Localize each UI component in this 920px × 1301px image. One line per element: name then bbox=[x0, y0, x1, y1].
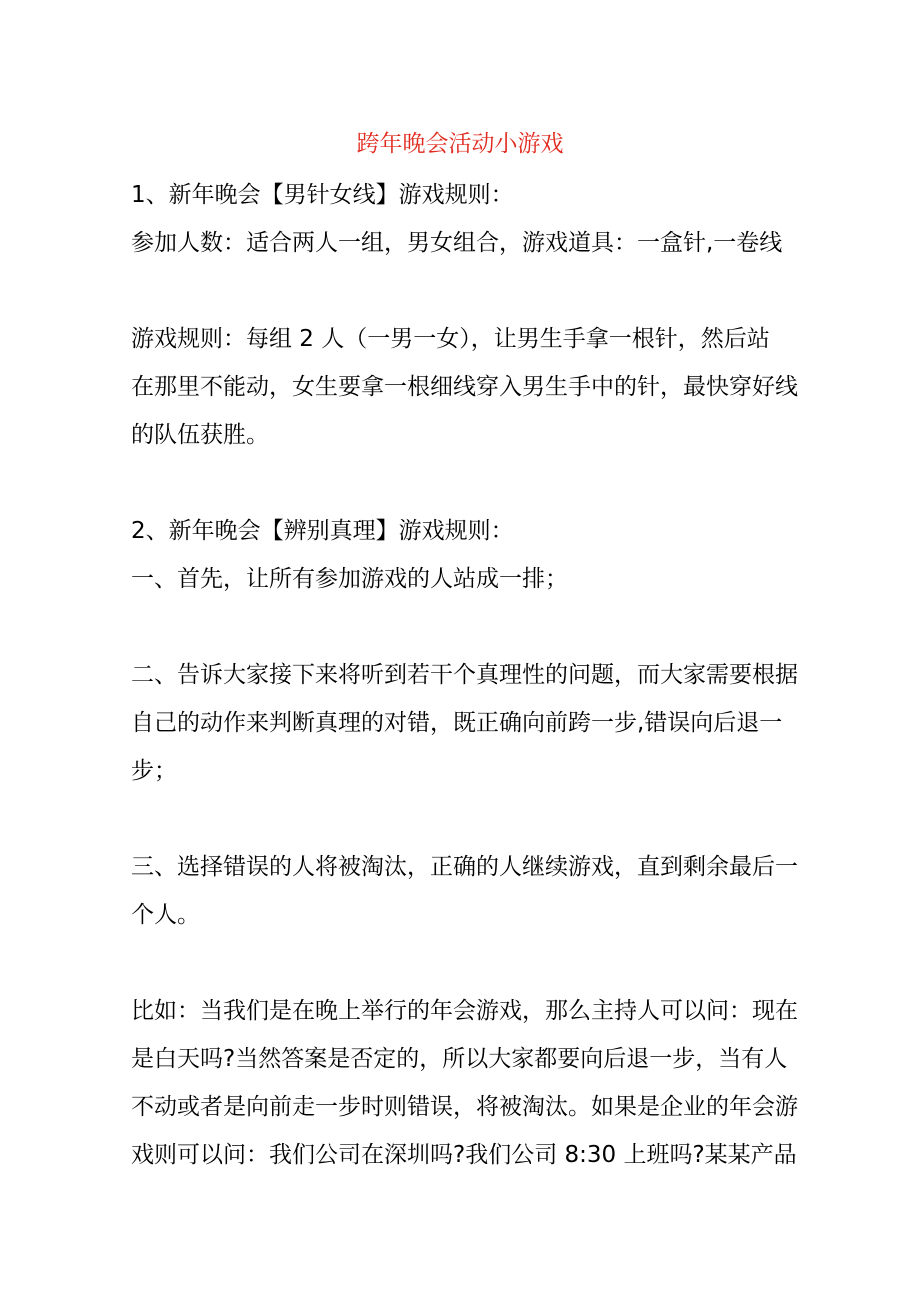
paragraph-line: 是白天吗?当然答案是否定的，所以大家都要向后退一步，当有人 bbox=[131, 1046, 788, 1072]
section-heading-2: 2、新年晚会【辨别真理】游戏规则： bbox=[131, 518, 514, 544]
document-title: 跨年晚会活动小游戏 bbox=[356, 131, 564, 157]
paragraph-line: 自己的动作来判断真理的对错，既正确向前跨一步,错误向后退一 bbox=[131, 710, 783, 736]
paragraph-line: 个人。 bbox=[131, 902, 200, 928]
paragraph-line: 不动或者是向前走一步时则错误，将被淘汰。如果是企业的年会游 bbox=[131, 1094, 798, 1120]
paragraph-line: 戏则可以问：我们公司在深圳吗?我们公司 8:30 上班吗?某某产品 bbox=[131, 1142, 797, 1168]
paragraph-line: 在那里不能动，女生要拿一根细线穿入男生手中的针，最快穿好线 bbox=[131, 374, 798, 400]
section-heading-1: 1、新年晚会【男针女线】游戏规则： bbox=[131, 182, 514, 208]
paragraph-line: 一、首先，让所有参加游戏的人站成一排； bbox=[131, 566, 568, 592]
paragraph-line: 二、告诉大家接下来将听到若干个真理性的问题，而大家需要根据 bbox=[131, 662, 798, 688]
paragraph-line: 游戏规则：每组 2 人（一男一女），让男生手拿一根针，然后站 bbox=[131, 326, 770, 352]
paragraph-line: 步； bbox=[131, 758, 177, 784]
paragraph-line: 比如：当我们是在晚上举行的年会游戏，那么主持人可以问：现在 bbox=[131, 998, 798, 1024]
paragraph-line: 的队伍获胜。 bbox=[131, 422, 269, 448]
paragraph-line: 参加人数：适合两人一组，男女组合，游戏道具：一盒针,一卷线 bbox=[131, 230, 783, 256]
paragraph-line: 三、选择错误的人将被淘汰，正确的人继续游戏，直到剩余最后一 bbox=[131, 854, 798, 880]
